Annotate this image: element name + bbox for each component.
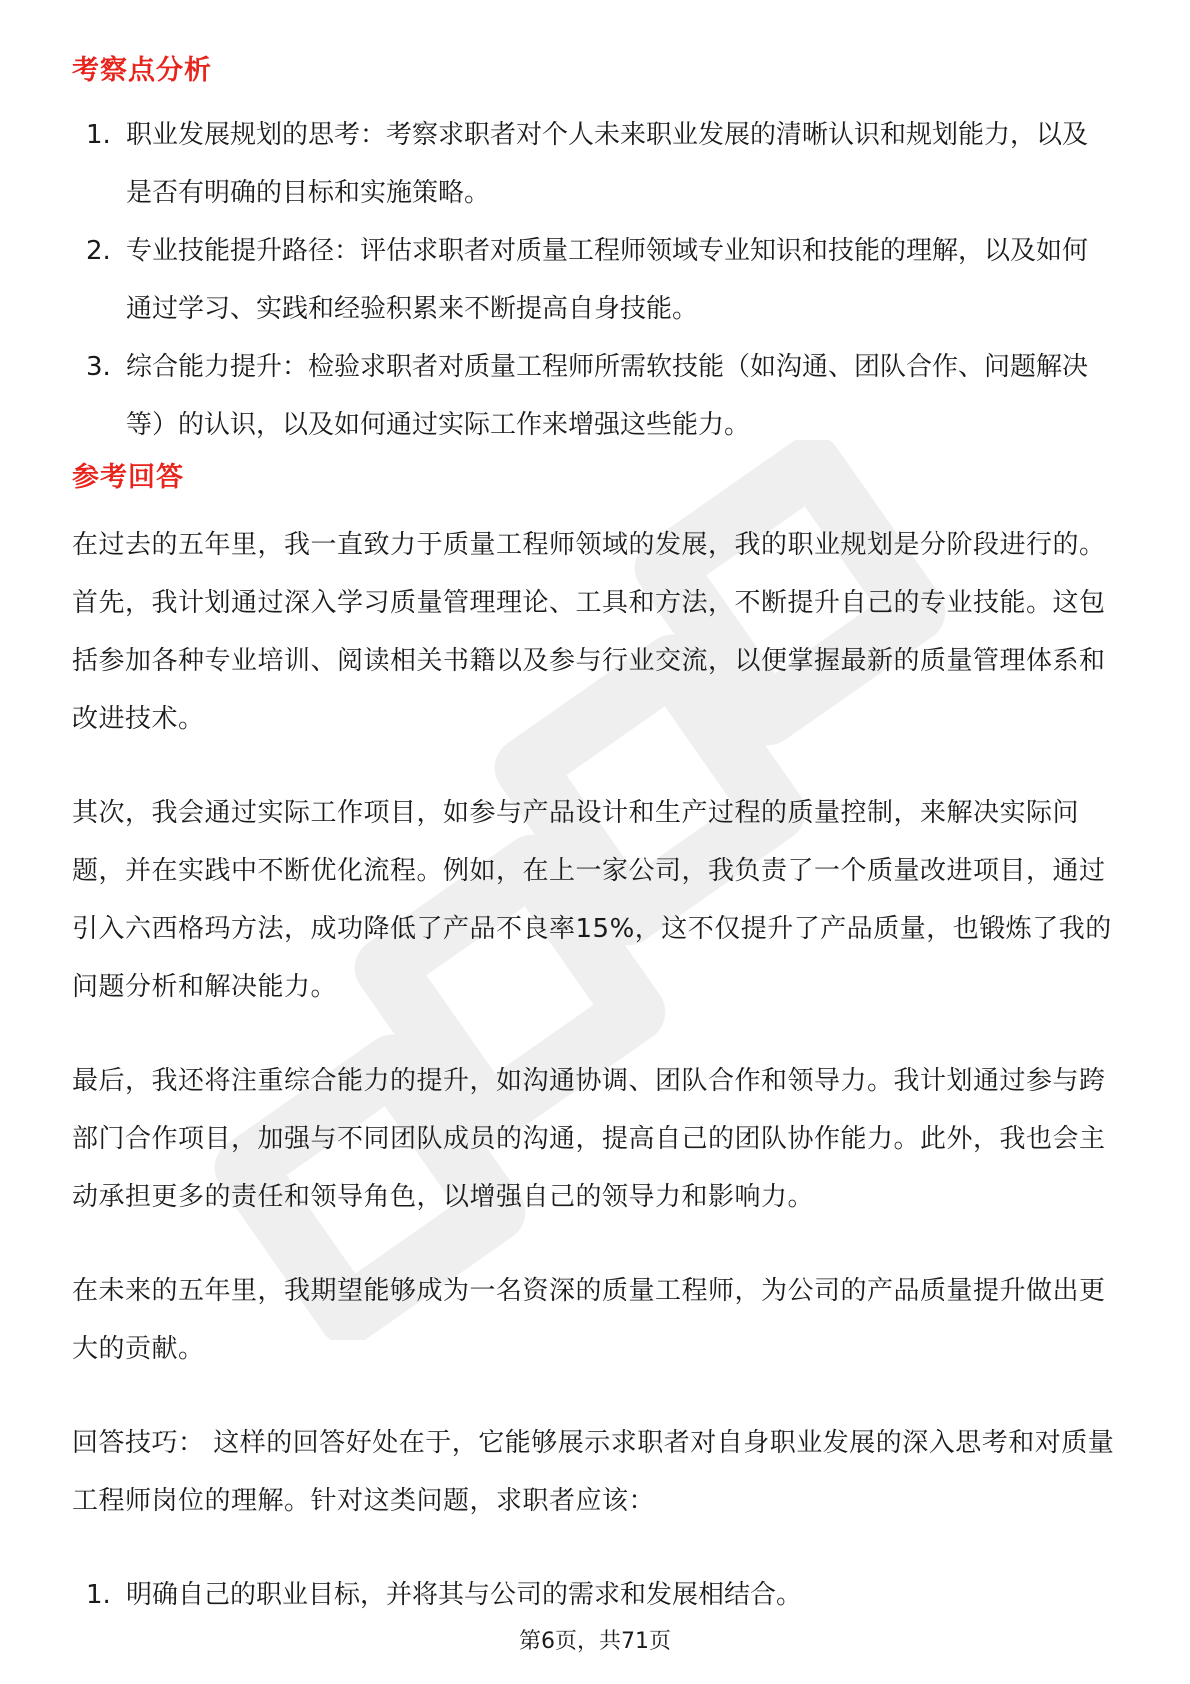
answer-paragraph: 在未来的五年里，我期望能够成为一名资深的质量工程师，为公司的产品质量提升做出更大的贡献。	[72, 1276, 1106, 1364]
list-number: 3.	[86, 352, 111, 382]
list-number: 2.	[86, 236, 111, 266]
list-number: 1.	[86, 120, 111, 150]
list-item	[0, 222, 1190, 338]
answer-paragraph: 在过去的五年里，我一直致力于质量工程师领域的发展，我的职业规划是分阶段进行的。首先，我计划通过深入学习质量管理理论、工具和方法，不断提升自己的专业技能。这包括参加各种专业培训、阅读相关书籍以及参与行业交流，以便掌握最新的质量管理体系和改进技术。	[72, 530, 1106, 734]
list-item-text: 专业技能提升路径：评估求职者对质量工程师领域专业知识和技能的理解，以及如何通过学习、实践和经验积累来不断提高自身技能。	[126, 236, 1089, 324]
list-item	[0, 338, 1190, 454]
page-number: 第6页，共71页	[519, 1629, 671, 1654]
list-item-text: 明确自己的职业目标，并将其与公司的需求和发展相结合。	[126, 1580, 803, 1610]
answer-paragraph: 最后，我还将注重综合能力的提升，如沟通协调、团队合作和领导力。我计划通过参与跨部门合作项目，加强与不同团队成员的沟通，提高自己的团队协作能力。此外，我也会主动承担更多的责任和领导角色，以增强自己的领导力和影响力。	[72, 1066, 1106, 1212]
tips-list	[0, 1566, 1190, 1624]
list-number: 1.	[86, 1580, 111, 1610]
tips-paragraph: 回答技巧： 这样的回答好处在于，它能够展示求职者对自身职业发展的深入思考和对质量工程师岗位的理解。针对这类问题，求职者应该：	[72, 1428, 1115, 1516]
list-item-text: 综合能力提升：检验求职者对质量工程师所需软技能（如沟通、团队合作、问题解决等）的认识，以及如何通过实际工作来增强这些能力。	[126, 352, 1089, 440]
answer-paragraph: 其次，我会通过实际工作项目，如参与产品设计和生产过程的质量控制，来解决实际问题，并在实践中不断优化流程。例如，在上一家公司，我负责了一个质量改进项目，通过引入六西格玛方法，成功降低了产品不良率15%，这不仅提升了产品质量，也锻炼了我的问题分析和解决能力。	[72, 798, 1112, 1002]
section-heading-analysis: 考察点分析	[72, 55, 212, 86]
list-item	[0, 106, 1190, 222]
analysis-list	[0, 106, 1190, 454]
list-item-text: 职业发展规划的思考：考察求职者对个人未来职业发展的清晰认识和规划能力，以及是否有明确的目标和实施策略。	[126, 120, 1089, 208]
list-item	[0, 1566, 1190, 1624]
section-heading-answer: 参考回答	[72, 462, 184, 493]
